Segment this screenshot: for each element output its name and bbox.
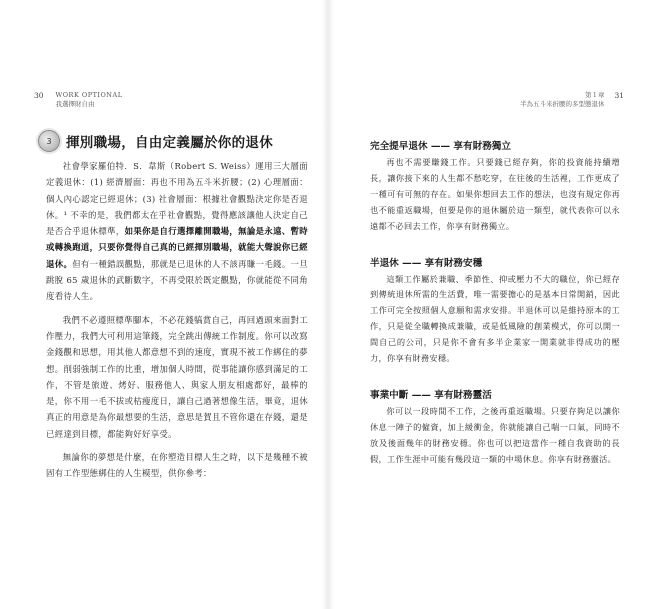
left-page — [46, 130, 308, 489]
paragraph-1-before: 社會學家羅伯特．S．韋斯（Robert S. Weiss）運用三大層面定義退休：(1) 經濟層面：再也不用為五斗米折腰；(2) 心理層面：個人內心認定已經退休；(3) 社會層面：根據社會觀點決定你是否退休。¹ 不幸的是，我們都太在乎社會觀點，覺得應該讓他人決定自己是否合乎退休標準， — [46, 161, 308, 237]
right-running-header — [520, 91, 624, 109]
subsection-text: 這類工作屬於兼職、季節性、抑或壓力不大的職位，你已經存到傳統退休所需的生活費，唯一需要擔心的是基本日常開銷，因此工作可完全按照個人意願和需求安排。半退休可以是維持原本的工作，只是從全職轉換成兼職，或是低風險的創業模式，你可以開一間自己的公司，只是你不會有多半企業家一開業就非得成功的壓力，你享有財務安穩。 — [370, 273, 620, 364]
paragraph-1-bold: 如果你是自行選擇離開職場，無論是永遠、暫時或轉換跑道，只要你覺得自己真的已經揮別職場，就能大聲說你已經退休。 — [46, 226, 308, 269]
right-header-line2: 半為五斗米折腰的多型態退休 — [519, 100, 605, 108]
paragraph-1 — [46, 158, 308, 305]
subsection-text: 你可以一段時間不工作，之後再重返職場。只要存夠足以讓你休息一陣子的僱資，加上緩衝金，你就能讓自己喘一口氣，同時不放及後面幾年的財務安穩。你也可以把這當作一種自我資助的長假，工作生涯中可能有幾段這一類的中場休息。你享有財務靈活。 — [370, 405, 620, 464]
left-page-number: 30 — [34, 91, 44, 100]
paragraph-1-after: 但有一種錯誤觀點，那就是已退休的人不該再賺一毛錢。一旦跳脫 65 歲退休的武斷數字，不再受限於既定觀點，你就能從不同角度看待人生。 — [46, 258, 308, 302]
paragraph-3: 無論你的夢想是什麼，在你塑造目標人生之時，以下是幾種不被固有工作型態綁住的人生模型，供你參考： — [46, 452, 308, 479]
subsection-title: 半退休 —— 享有財務安穩 — [370, 257, 483, 269]
subsection-text: 再也不需要賺錢工作。只要錢已經存夠，你的投資能持續增長，讓你接下來的人生都不愁吃穿，在往後的生活裡，工作更成了一種可有可無的存在。如果你想回去工作的想法，也沒有規定你再也不能重返職場，但要是你的退休屬於這一類型，就代表你可以永遠都不必回去工作，你享有財務獨立。 — [370, 157, 620, 231]
section-number-badge: 3 — [38, 130, 60, 152]
paragraph-2: 我們不必遵照標準腳本，不必花錢犒賞自己，再回過頭來面對工作壓力，我們大可利用這筆錢，完全跳出傳統工作制度。你可以改寫金錢觀和思想，用其他人都意想不到的速度，實現不被工作綁住的夢想。削弱強制工作的比重，增加個人時間，從事能讓你感到滿足的工作，不管是旅遊、烤好、服務他人、與家人朋友相處都好，最棒的是，你不用一毛不拔或枯瘦度日，讓自己過著想像生活，畢竟，退休真正的用意是為你最想要的生活，意思是賀且不管你還在存錢，還是已經達到目標，都能夠好好享受。 — [46, 314, 308, 439]
left-running-header — [34, 91, 123, 109]
right-page — [370, 138, 620, 488]
subsection-full-early-retirement — [370, 138, 620, 235]
subsection-title: 事業中斷 —— 享有財務靈活 — [370, 389, 492, 401]
left-header-titles — [56, 91, 123, 109]
right-header-line1: 第１章 — [584, 91, 605, 99]
section-heading — [38, 130, 308, 152]
right-header-titles — [520, 91, 605, 109]
book-gutter — [322, 0, 334, 609]
left-header-line1: WORK OPTIONAL — [55, 91, 123, 99]
left-header-line2: 我選擇財自由 — [55, 100, 95, 108]
subsection-semi-retirement — [370, 255, 620, 367]
subsection-career-break — [370, 387, 620, 468]
right-page-number: 31 — [614, 91, 624, 100]
subsection-title: 完全提早退休 —— 享有財務獨立 — [370, 141, 511, 152]
section-title: 揮別職場，自由定義屬於你的退休 — [66, 135, 273, 151]
